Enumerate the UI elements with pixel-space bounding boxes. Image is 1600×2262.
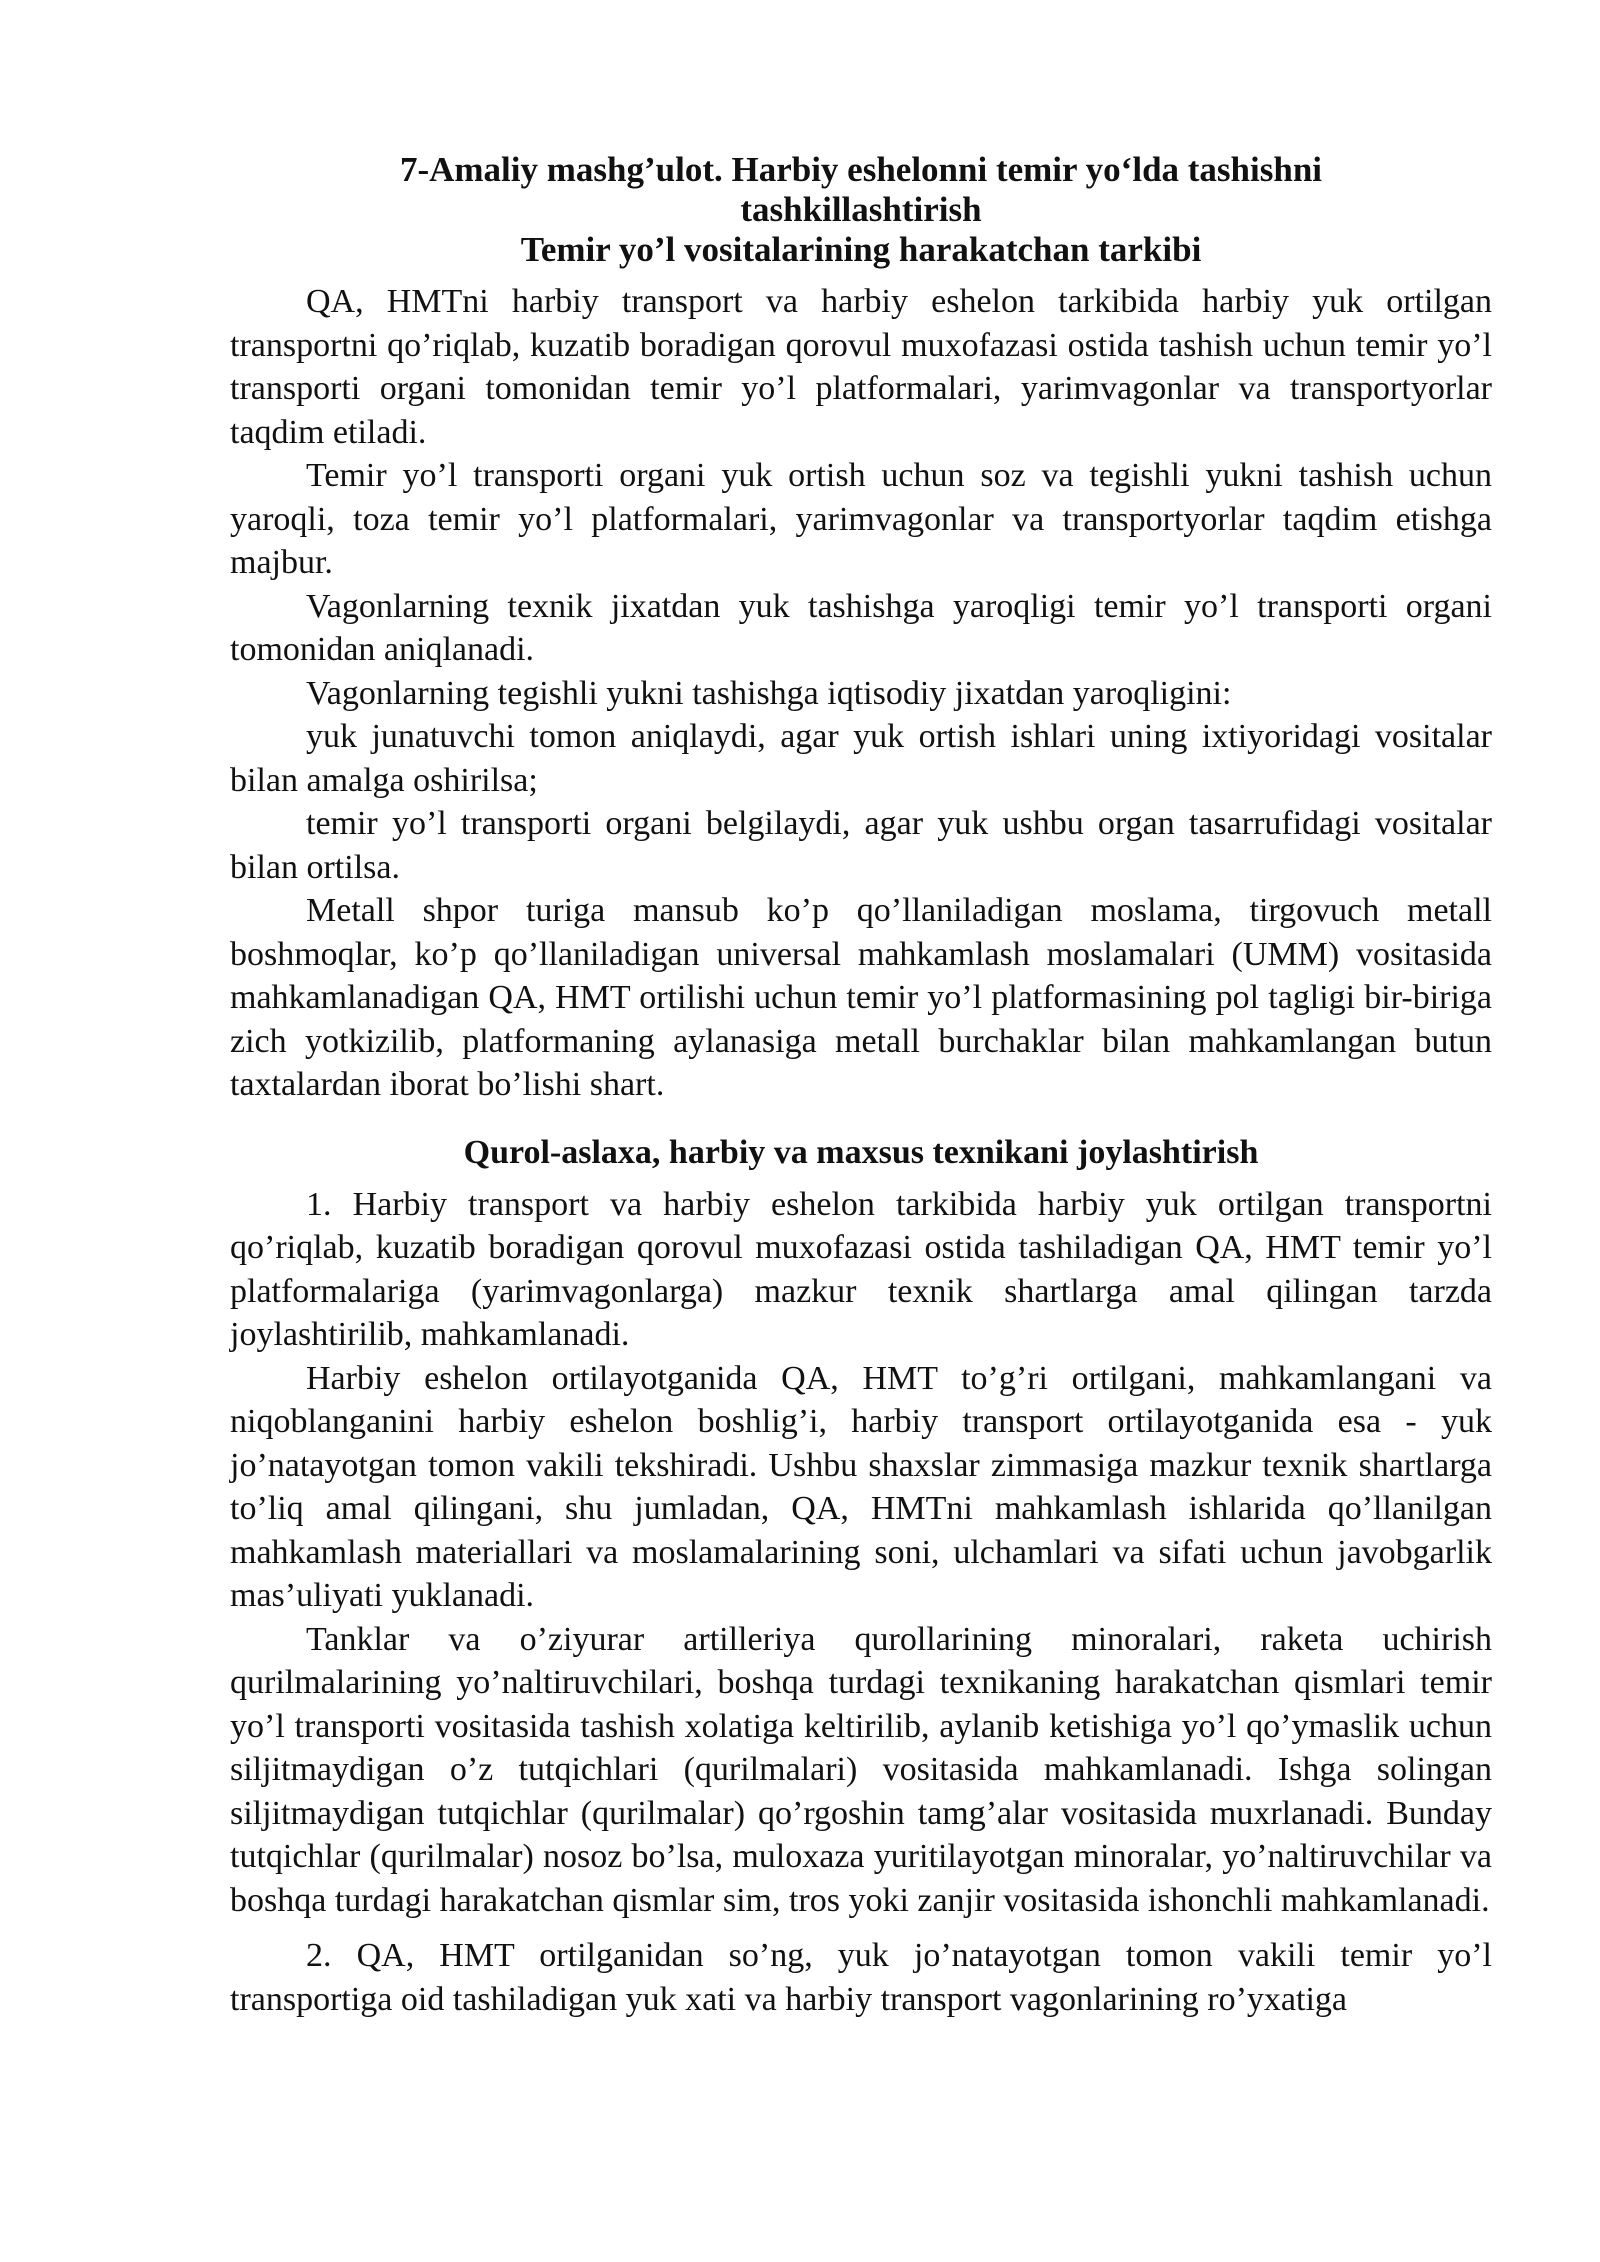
paragraph: Vagonlarning tegishli yukni tashishga iqtisodiy jixatdan yaroqligini: xyxy=(306,674,1232,712)
paragraph: Temir yo’l transporti organi yuk ortish uchun soz va tegishli yukni tashish uchun yaroqli, toza temir yo’l platformalari, yarimvagonlar va transportyorlar taqdim etishga majbur. xyxy=(230,457,1492,581)
document-title xyxy=(230,150,1492,270)
paragraph: 1. Harbiy transport va harbiy eshelon tarkibida harbiy yuk ortilgan transportni qo’riqlab, kuzatib boradigan qorovul muxofazasi ostida tashiladigan QA, HMT temir yo’l platformalariga (yarimvagonlarga) mazkur texnik shartlarga amal qilingan tarzda joylashtirilib, mahkamlanadi. xyxy=(230,1185,1492,1353)
section-1-body xyxy=(230,280,1492,1107)
section-2-body xyxy=(230,1183,1492,2022)
paragraph: 2. QA, HMT ortilganidan so’ng, yuk jo’natayotgan tomon vakili temir yo’l transportiga oid tashiladigan yuk xati va harbiy transport vagonlarining ro’yxatiga xyxy=(230,1937,1492,2018)
subtitle: Temir yo’l vositalarining harakatchan tarkibi xyxy=(520,230,1202,269)
title-line: tashkillashtirish xyxy=(740,190,982,229)
section-heading: Qurol-aslaxa, harbiy va maxsus texnikani joylashtirish xyxy=(463,1133,1259,1171)
paragraph: temir yo’l transporti organi belgilaydi, agar yuk ushbu organ tasarrufidagi vositalar bilan ortilsa. xyxy=(230,805,1492,886)
paragraph: Vagonlarning texnik jixatdan yuk tashishga yaroqligi temir yo’l transporti organi tomonidan aniqlanadi. xyxy=(230,587,1492,668)
paragraph: Tanklar va o’ziyurar artilleriya qurollarining minoralari, raketa uchirish qurilmalarining yo’naltiruvchilari, boshqa turdagi texnikaning harakatchan qismlari temir yo’l transporti vositasida tashish xolatiga keltirilib, aylanib ketishiga yo’l qo’ymaslik uchun siljitmaydigan o’z tutqichlari (qurilmalari) vositasida mahkamlanadi. Ishga solingan siljitmaydigan tutqichlar (qurilmalar) qo’rgoshin tamg’alar vositasida muxrlanadi. Bunday tutqichlar (qurilmalar) nosoz bo’lsa, muloxaza yuritilayotgan minoralar, yo’naltiruvchilar va boshqa turdagi harakatchan qismlar sim, tros yoki zanjir vositasida ishonchli mahkamlanadi. xyxy=(230,1620,1492,1919)
paragraph: Harbiy eshelon ortilayotganida QA, HMT to’g’ri ortilgani, mahkamlangani va niqoblanganini harbiy eshelon boshlig’i, harbiy transport ortilayotganida esa - yuk jo’natayotgan tomon vakili tekshiradi. Ushbu shaxslar zimmasiga mazkur texnik shartlarga to’liq amal qilingani, shu jumladan, QA, HMTni mahkamlash ishlarida qo’llanilgan mahkamlash materiallari va moslamalarining soni, ulchamlari va sifati uchun javobgarlik mas’uliyati yuklanadi. xyxy=(230,1359,1492,1614)
title-line: 7-Amaliy mashg’ulot. Harbiy eshelonni temir yo‘lda tashishni xyxy=(399,150,1323,189)
paragraph: yuk junatuvchi tomon aniqlaydi, agar yuk ortish ishlari uning ixtiyoridagi vositalar bilan amalga oshirilsa; xyxy=(230,718,1492,799)
paragraph: Metall shpor turiga mansub ko’p qo’llaniladigan moslama, tirgovuch metall boshmoqlar, ko’p qo’llaniladigan universal mahkamlash moslamalari (UMM) vositasida mahkamlanadigan QA, HMT ortilishi uchun temir yo’l platformasining pol tagligi bir-biriga zich yotkizilib, platformaning aylanasiga metall burchaklar bilan mahkamlangan butun taxtalardan iborat bo’lishi shart. xyxy=(230,892,1492,1103)
paragraph: QA, HMTni harbiy transport va harbiy eshelon tarkibida harbiy yuk ortilgan transportni qo’riqlab, kuzatib boradigan qorovul muxofazasi ostida tashish uchun temir yo’l transporti organi tomonidan temir yo’l platformalari, yarimvagonlar va transportyorlar taqdim etiladi. xyxy=(230,283,1492,451)
document-page xyxy=(230,150,1492,2021)
